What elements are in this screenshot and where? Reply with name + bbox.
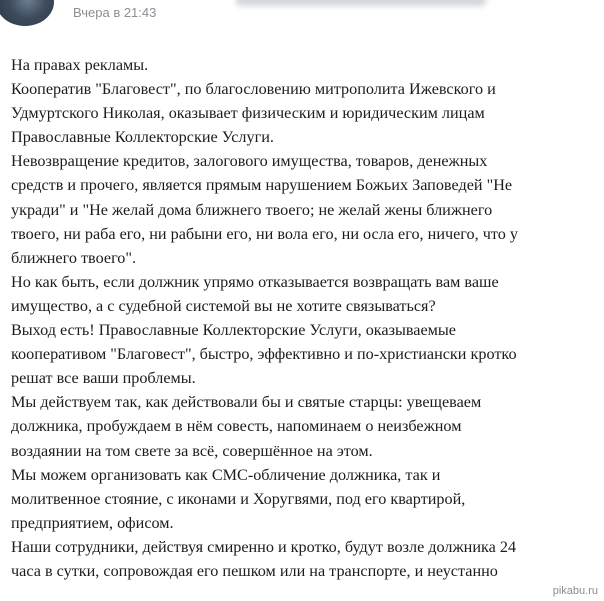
post-line: Наши сотрудники, действуя смиренно и кротко, будут возле должника 24 — [11, 537, 517, 556]
post-line: Кооператив "Благовест", по благословению митрополита Ижевского и — [11, 80, 496, 99]
avatar[interactable] — [0, 0, 54, 26]
post-body — [11, 53, 597, 583]
post-line: должника, пробуждаем в нём совесть, напоминаем о неизбежном — [11, 417, 462, 436]
post-line: кооперативом "Благовест", быстро, эффективно и по-христиански кротко — [11, 345, 517, 364]
post-line: имущество, а с судебной системой вы не хотите связываться? — [11, 296, 436, 315]
post-line: Мы можем организовать как СМС-обличение должника, так и — [11, 465, 441, 484]
post-line: Мы действуем так, как действовали бы и святые старцы: увещеваем — [11, 393, 482, 412]
post-line: Невозвращение кредитов, залогового имущества, товаров, денежных — [11, 152, 488, 171]
post-line: предприятием, офисом. — [11, 513, 174, 532]
post-line: Православные Коллекторские Услуги. — [11, 128, 274, 147]
post-line: Удмуртского Николая, оказывает физическим и юридическим лицам — [11, 104, 485, 123]
post-line: решат все ваши проблемы. — [11, 369, 196, 388]
watermark-label: pikabu.ru — [552, 585, 598, 597]
post-line: На правах рекламы. — [11, 56, 149, 74]
post-line: средств и прочего, является прямым нарушением Божьих Заповедей "Не — [11, 176, 513, 195]
post-line: Выход есть! Православные Коллекторские Услуги, оказываемые — [11, 321, 456, 340]
author-name-blurred[interactable] — [236, 0, 486, 6]
post-line: молитвенное стояние, с иконами и Хоругвями, под его квартирой, — [11, 489, 466, 508]
post-timestamp[interactable]: Вчера в 21:43 — [73, 5, 157, 20]
post-line: укради" и "Не желай дома ближнего твоего; не желай жены ближнего — [11, 200, 493, 219]
post-line: часа в сутки, сопровождая его пешком или на транспорте, и неустанно — [11, 561, 498, 580]
post-line: Но как быть, если должник упрямо отказывается возвращать вам ваше — [11, 272, 499, 291]
post-header — [0, 0, 604, 36]
post-line: твоего, ни раба его, ни рабыни его, ни вола его, ни осла его, ничего, что у — [11, 224, 518, 243]
post-line: ближнего твоего". — [11, 248, 137, 267]
post-line: воздаянии на том свете за всё, совершённое на этом. — [11, 441, 373, 460]
